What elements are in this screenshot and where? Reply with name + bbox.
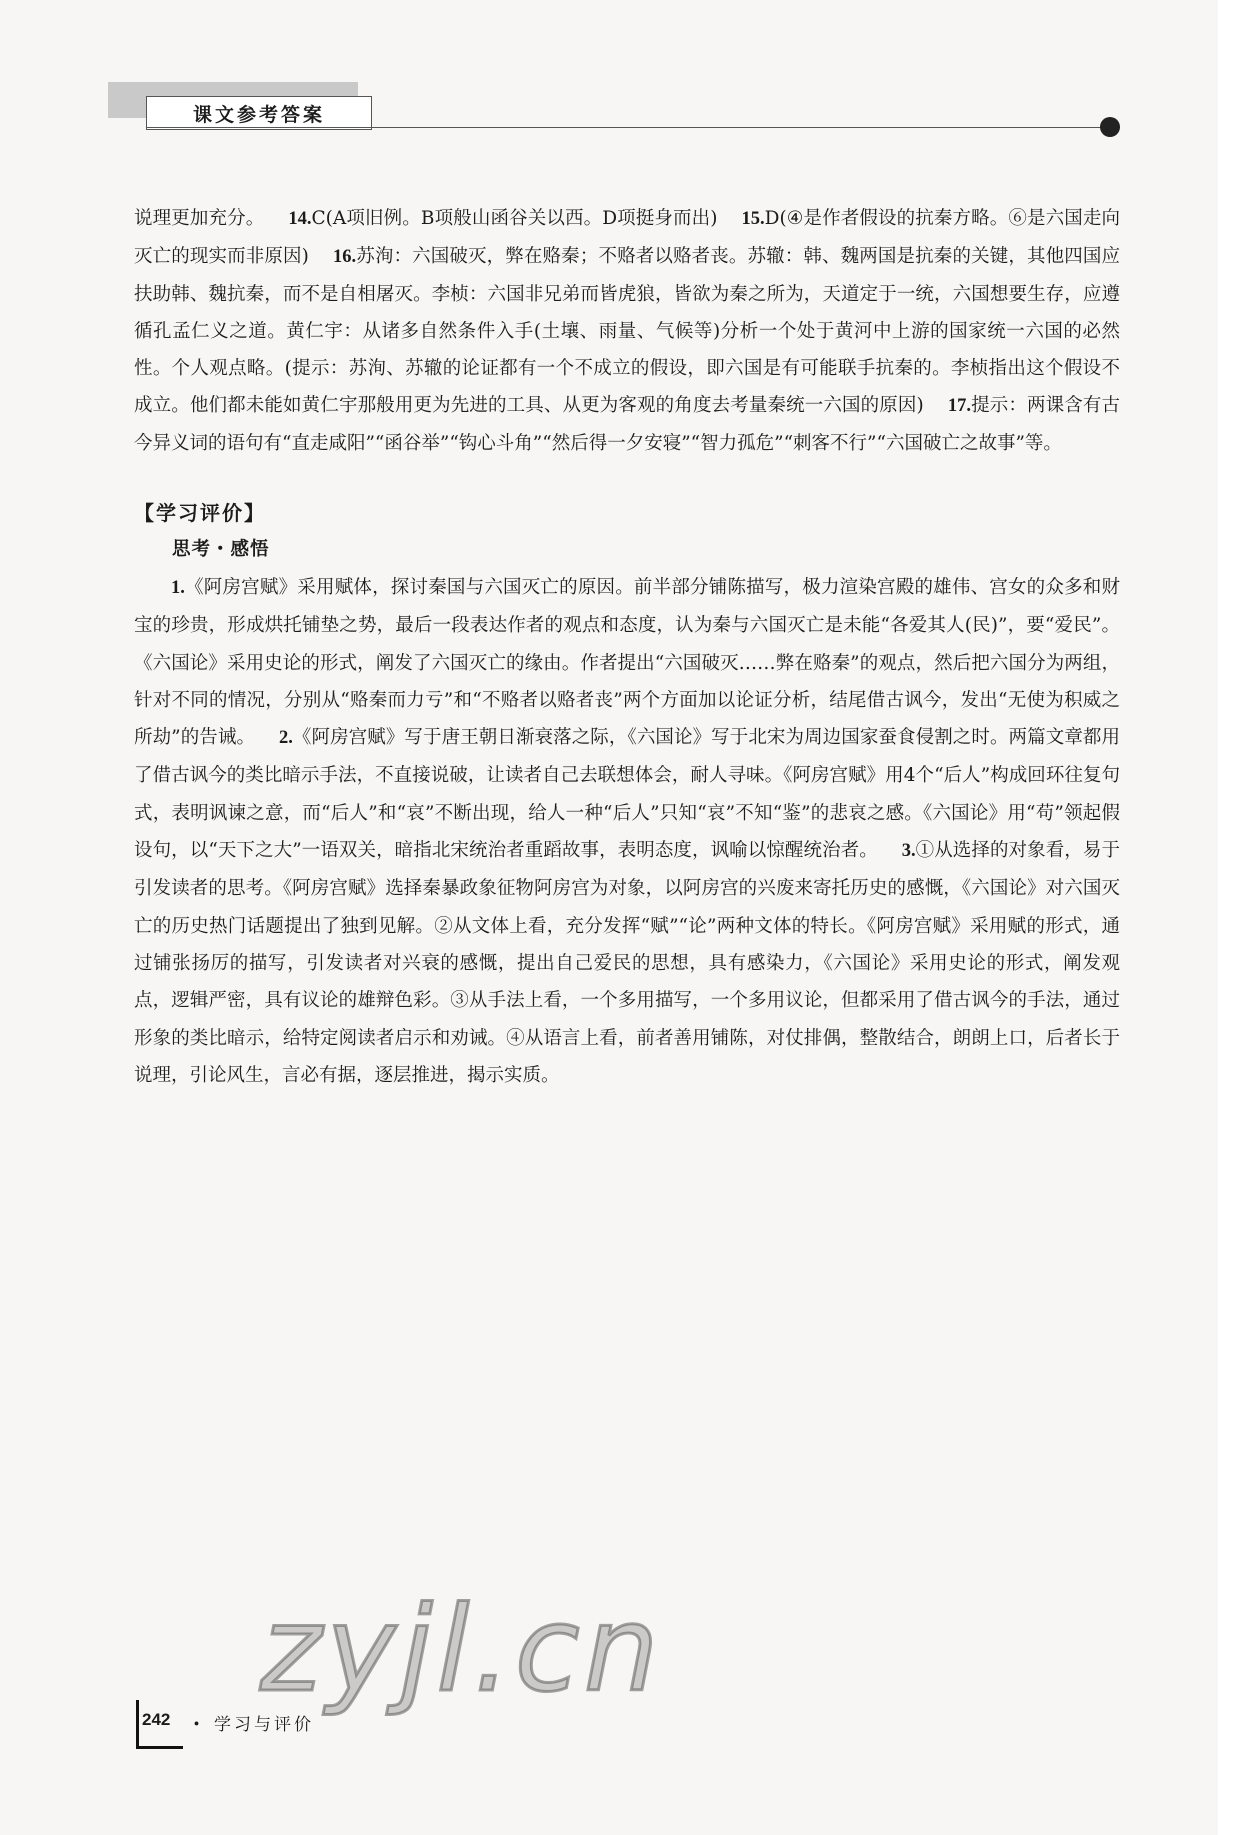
section-title: 【学习评价】: [134, 501, 266, 525]
subsection-title: 思考・感悟: [172, 539, 270, 560]
q16-answer: 苏洵：六国破灭，弊在赂秦；不赂者以赂者丧。苏辙：韩、魏两国是抗秦的关键，其他四国应扶助韩、魏抗秦，而不是自相屠灭。李桢：六国非兄弟而皆虎狼，皆欲为秦之所为，天道定于一统，六国想要生存，应遵循孔孟仁义之道。黄仁宇：从诸多自然条件入手(土壤、雨量、气候等)分析一个处于黄河中上游的国家统一六国的必然性。个人观点略。(提示：苏洵、苏辙的论证都有一个不成立的假设，即六国是有可能联手抗秦的。李桢指出这个假设不成立。他们都未能如黄仁宇那般用更为先进的工具、从更为客观的角度去考量秦统一六国的原因): [134, 246, 1120, 416]
review-paragraph: [134, 569, 1120, 1094]
q14-answer: C(A项旧例。B项般山函谷关以西。D项挺身而出): [311, 208, 718, 229]
footer-book-title: [188, 1710, 314, 1735]
item2-text: 《阿房宫赋》写于唐王朝日渐衰落之际，《六国论》写于北宋为周边国家蚕食侵割之时。两篇文章都用了借古讽今的类比暗示手法，不直接说破，让读者自己去联想体会，耐人寻味。《阿房宫赋》用4个“后人”构成回环往复句式，表明讽谏之意，而“后人”和“哀”不断出现，给人一种“后人”只知“哀”不知“鉴”的悲哀之感。《六国论》用“苟”领起假设句，以“天下之大”一语双关，暗指北宋统治者重蹈故事，表明态度，讽喻以惊醒统治者。: [134, 727, 1120, 862]
item3-number: 3.: [901, 841, 916, 862]
item1-text: 《阿房宫赋》采用赋体，探讨秦国与六国灭亡的原因。前半部分铺陈描写，极力渲染宫殿的雄伟、宫女的众多和财宝的珍贵，形成烘托铺垫之势，最后一段表达作者的观点和态度，认为秦与六国灭亡是未能“各爱其人(民)”，要“爱民”。《六国论》采用史论的形式，阐发了六国灭亡的缘由。作者提出“六国破灭……弊在赂秦”的观点，然后把六国分为两组，针对不同的情况，分别从“赂秦而力亏”和“不赂者以赂者丧”两个方面加以论证分析，结尾借古讽今，发出“无使为积威之所劫”的告诫。: [134, 577, 1120, 749]
answer-intro: 说理更加充分。: [134, 208, 265, 229]
footer-separator: ・: [188, 1715, 208, 1735]
q14-number: 14.: [288, 209, 312, 229]
header-title-box: [146, 96, 372, 130]
q17-answer: 提示：两课含有古今异义词的语句有“直走咸阳”“函谷举”“钩心斗角”“然后得一夕安寝”“智力孤危”“刺客不行”“六国破亡之故事”等。: [134, 395, 1120, 454]
item1-number: 1.: [171, 578, 185, 598]
footer-book-name: 学习与评价: [214, 1715, 314, 1735]
page-number: 242: [142, 1710, 171, 1729]
header-title: 课文参考答案: [192, 103, 325, 126]
review-block: [134, 569, 1120, 1094]
q16-number: 16.: [332, 247, 357, 267]
header-bullet-icon: [1100, 117, 1120, 137]
answers-paragraph: [134, 200, 1120, 462]
page-edge: [1218, 0, 1250, 1835]
q15-answer: D(④是作者假设的抗秦方略。⑥是六国走向灭亡的现实而非原因): [134, 208, 1120, 267]
item3-text: ①从选择的对象看，易于引发读者的思考。《阿房宫赋》选择秦暴政象征物阿房宫为对象，以阿房宫的兴废来寄托历史的感慨，《六国论》对六国灭亡的历史热门话题提出了独到见解。②从文体上看，充分发挥“赋”“论”两种文体的特长。《阿房宫赋》采用赋的形式，通过铺张扬厉的描写，引发读者对兴衰的感慨，提出自己爱民的思想，具有感染力，《六国论》采用史论的形式，阐发观点，逻辑严密，具有议论的雄辩色彩。③从手法上看，一个多用描写，一个多用议论，但都采用了借古讽今的手法，通过形象的类比暗示，给特定阅读者启示和劝诫。④从语言上看，前者善用铺陈，对仗排偶，整散结合，朗朗上口，后者长于说理，引论风生，言必有据，逐层推进，揭示实质。: [134, 840, 1120, 1086]
item2-number: 2.: [278, 728, 293, 749]
q17-number: 17.: [947, 396, 971, 416]
header-rule: [146, 127, 1102, 128]
watermark: zyjl.cn: [260, 1580, 663, 1718]
q15-number: 15.: [741, 209, 765, 229]
answers-block: [134, 200, 1120, 462]
